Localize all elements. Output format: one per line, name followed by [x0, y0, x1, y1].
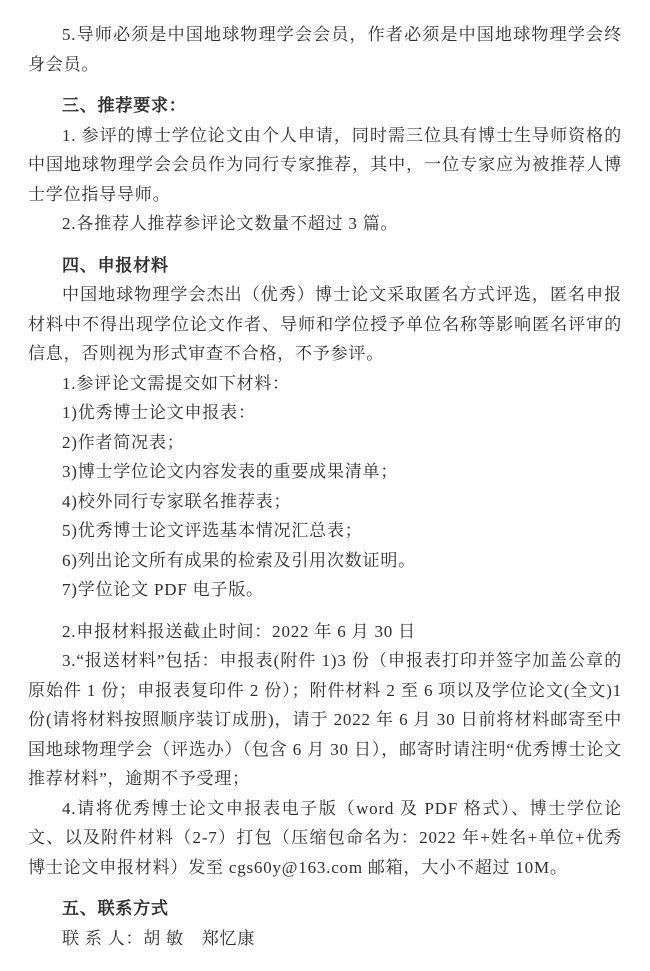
para-mailing-instructions: 3.“报送材料”包括：申报表(附件 1)3 份（申报表打印并签字加盖公章的原始件 1 份；申报表复印件 2 份）；附件材料 2 至 6 项以及学位论文(全文)1 份(请将材料按照顺序装订成册)，请于 2022 年 6 月 30 日前将材料邮寄至中国地球物理学会（评选办）（包含 6 月 30 日），邮寄时请注明“优秀博士论文推荐材料”，逾期不予受理；: [28, 651, 622, 788]
heading-recommendation-requirements: 三、推荐要求：: [62, 96, 187, 115]
list-item-material-2: 2)作者简况表；: [62, 432, 185, 452]
list-item-material-4: 4)校外同行专家联名推荐表；: [62, 491, 292, 511]
list-item-material-7: 7)学位论文 PDF 电子版。: [62, 580, 264, 599]
para-materials-intro: 1.参评论文需提交如下材料：: [62, 373, 290, 393]
heading-contact: 五、联系方式: [62, 899, 169, 918]
para-contact-person: 联 系 人：胡 敏 郑忆康: [62, 928, 256, 948]
para-submission-deadline: 2.申报材料报送截止时间：2022 年 6 月 30 日: [62, 621, 416, 641]
para-recommendation-limit: 2.各推荐人推荐参评论文数量不超过 3 篇。: [62, 214, 399, 233]
para-mentor-membership: 5.导师必须是中国地球物理学会会员，作者必须是中国地球物理学会终身会员。: [28, 25, 622, 74]
para-email-instructions: 4.请将优秀博士论文申报表电子版（word 及 PDF 格式）、博士学位论文、以及附件材料（2-7）打包（压缩包命名为：2022 年+姓名+单位+优秀博士论文申报材料）发至 cgs60y@163.com 邮箱，大小不超过 10M。: [28, 798, 622, 877]
para-application-recommendation: 1. 参评的博士学位论文由个人申请，同时需三位具有博士生导师资格的中国地球物理学会会员作为同行专家推荐，其中，一位专家应为被推荐人博士学位指导导师。: [28, 125, 622, 204]
list-item-material-1: 1)优秀博士论文申报表：: [62, 403, 256, 422]
para-anonymous-review: 中国地球物理学会杰出（优秀）博士论文采取匿名方式评选，匿名申报材料中不得出现学位论文作者、导师和学位授予单位名称等影响匿名评审的信息，否则视为形式审查不合格，不予参评。: [28, 285, 622, 363]
heading-application-materials: 四、申报材料: [62, 255, 169, 275]
list-item-material-5: 5)优秀博士论文评选基本情况汇总表；: [62, 521, 363, 540]
list-item-material-6: 6)列出论文所有成果的检索及引用次数证明。: [62, 550, 416, 570]
list-item-material-3: 3)博士学位论文内容发表的重要成果清单；: [62, 462, 399, 481]
